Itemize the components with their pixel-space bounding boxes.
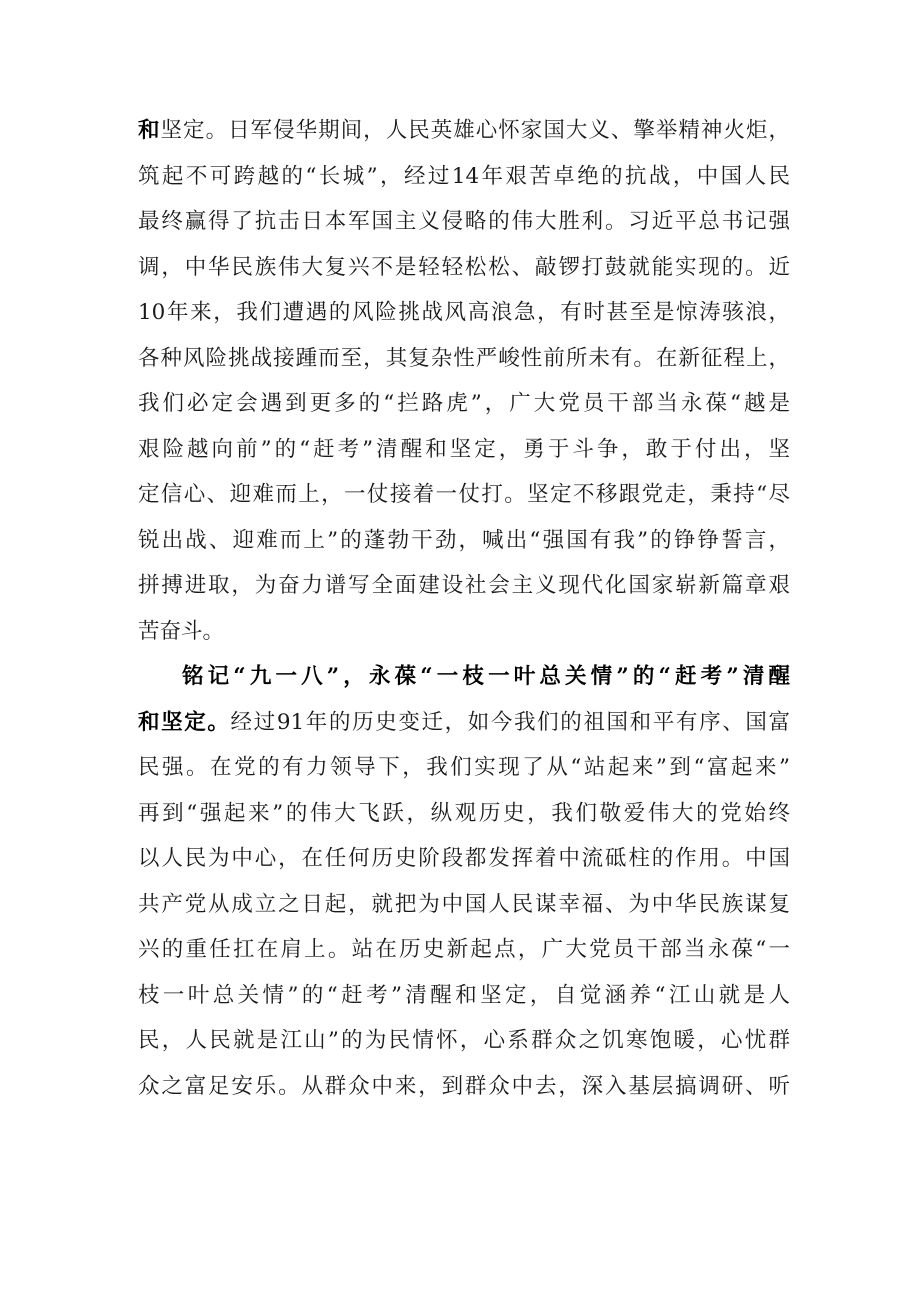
text-run: 枝一叶总关情”的“赶考”清醒和坚定，自觉涵养“江山就是人 <box>138 982 790 1008</box>
text-line <box>138 472 790 518</box>
text-run: 众之富足安乐。从群众中来，到群众中去，深入基层搞调研、听 <box>138 1073 790 1099</box>
text-line <box>138 836 790 882</box>
text-line <box>138 700 790 746</box>
text-line <box>138 1018 790 1064</box>
text-line <box>138 154 790 200</box>
text-run: 以人民为中心，在任何历史阶段都发挥着中流砥柱的作用。中国 <box>138 846 790 871</box>
text-line <box>138 563 790 609</box>
text-run: 再到“强起来”的伟大飞跃，纵观历史，我们敬爱伟大的党始终 <box>138 800 790 826</box>
text-line <box>138 518 790 564</box>
text-run: 各种风险挑战接踵而至，其复杂性严峻性前所未有。在新征程上， <box>138 345 790 371</box>
text-run: 最终赢得了抗击日本军国主义侵略的伟大胜利。习近平总书记强 <box>138 209 790 234</box>
text-run: 坚定。日军侵华期间，人民英雄心怀家国大义、擎举精神火炬， <box>160 118 790 143</box>
text-run: 筑起不可跨越的“长城”，经过14年艰苦卓绝的抗战，中国人民 <box>138 163 790 189</box>
text-line <box>138 427 790 473</box>
text-run: 民，人民就是江山”的为民情怀，心系群众之饥寒饱暖，心忧群 <box>138 1028 790 1053</box>
text-line <box>138 290 790 336</box>
text-line <box>138 882 790 928</box>
bold-run: 铭记“九一八”，永葆“一枝一叶总关情”的“赶考”清醒 <box>182 664 790 689</box>
text-line <box>138 381 790 427</box>
text-line <box>138 654 790 700</box>
text-run: 锐出战、迎难而上”的蓬勃干劲，喊出“强国有我”的铮铮誓言， <box>138 527 790 553</box>
text-line <box>138 336 790 382</box>
text-run: 10年来，我们遭遇的风险挑战风高浪急，有时甚至是惊涛骇浪， <box>138 300 790 325</box>
text-run: 调，中华民族伟大复兴不是轻轻松松、敲锣打鼓就能实现的。近 <box>138 254 790 280</box>
bold-run: 和 <box>138 118 161 143</box>
text-line <box>138 745 790 791</box>
text-run: 兴的重任扛在肩上。站在历史新起点，广大党员干部当永葆“一 <box>138 937 790 962</box>
text-run: 苦奋斗。 <box>138 618 225 644</box>
text-line <box>138 1064 790 1110</box>
text-line <box>138 791 790 837</box>
text-run: 拼搏进取，为奋力谱写全面建设社会主义现代化国家崭新篇章艰 <box>138 573 790 598</box>
text-line <box>138 245 790 291</box>
bold-run: 和坚定。 <box>138 709 231 735</box>
paragraph-1 <box>138 108 790 654</box>
body-text <box>138 108 790 1109</box>
text-line <box>138 609 790 655</box>
text-run: 我们必定会遇到更多的“拦路虎”，广大党员干部当永葆“越是 <box>138 391 790 416</box>
text-line <box>138 927 790 973</box>
text-run: 共产党从成立之日起，就把为中国人民谋幸福、为中华民族谋复 <box>138 891 790 917</box>
text-run: 民强。在党的有力领导下，我们实现了从“站起来”到“富起来” <box>138 755 790 780</box>
text-run: 定信心、迎难而上，一仗接着一仗打。坚定不移跟党走，秉持“尽 <box>138 482 790 507</box>
paragraph-2 <box>138 654 790 1109</box>
text-run: 艰险越向前”的“赶考”清醒和坚定，勇于斗争，敢于付出，坚 <box>138 436 790 462</box>
text-line <box>138 973 790 1019</box>
text-run: 经过91年的历史变迁，如今我们的祖国和平有序、国富 <box>230 709 790 735</box>
text-line <box>138 199 790 245</box>
text-line <box>138 108 790 154</box>
